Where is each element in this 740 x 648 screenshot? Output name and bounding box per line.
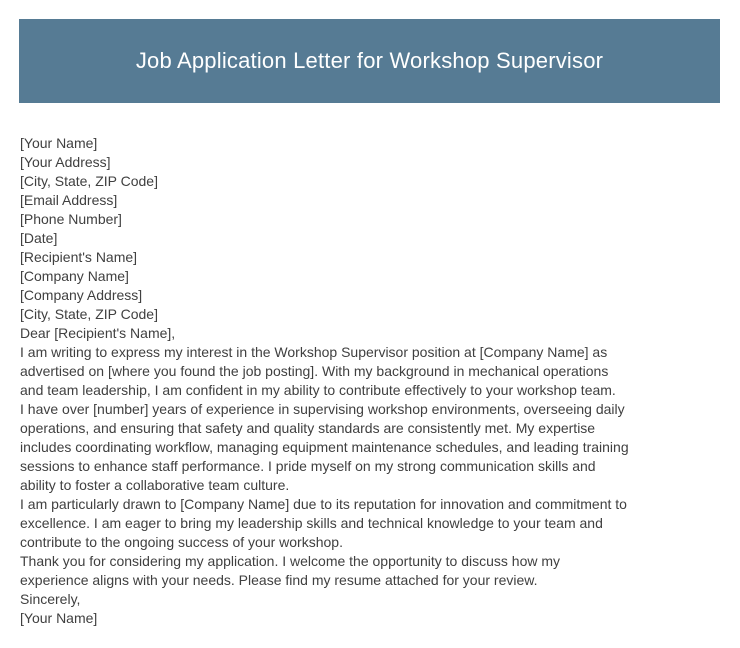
letter-line: I am writing to express my interest in the Workshop Supervisor position at [Company Name] as	[20, 344, 608, 360]
letter-line: operations, and ensuring that safety and quality standards are consistently met. My expertise	[20, 420, 596, 436]
letter-line: includes coordinating workflow, managing equipment maintenance schedules, and leading training	[20, 439, 629, 455]
letter-line: Sincerely,	[20, 591, 81, 607]
letter-line: [Your Address]	[20, 154, 111, 170]
letter-line: [City, State, ZIP Code]	[20, 173, 158, 189]
letter-line: [Company Address]	[20, 287, 143, 303]
letter-line: and team leadership, I am confident in my ability to contribute effectively to your workshop team.	[20, 382, 616, 398]
letter-line: experience aligns with your needs. Please find my resume attached for your review.	[20, 572, 538, 588]
letter-line: [City, State, ZIP Code]	[20, 306, 158, 322]
letter-line: [Date]	[20, 230, 58, 246]
letter-line: advertised on [where you found the job posting]. With my background in mechanical operations	[20, 363, 609, 379]
letter-line: I have over [number] years of experience in supervising workshop environments, overseeing daily	[20, 401, 625, 417]
page-title: Job Application Letter for Workshop Supervisor	[135, 48, 604, 73]
letter-line: sessions to enhance staff performance. I pride myself on my strong communication skills and	[20, 458, 596, 474]
letter-line: contribute to the ongoing success of your workshop.	[20, 534, 343, 550]
letter-line: [Phone Number]	[20, 211, 122, 227]
letter-line: I am particularly drawn to [Company Name] due to its reputation for innovation and commitment to	[20, 496, 627, 512]
title-banner	[19, 19, 720, 103]
letter-line: [Your Name]	[20, 135, 98, 151]
letter-line: [Recipient's Name]	[20, 249, 138, 265]
letter-line: [Your Name]	[20, 610, 98, 626]
letter-line: Dear [Recipient's Name],	[20, 325, 176, 341]
letter-body	[20, 134, 726, 628]
letter-line: [Company Name]	[20, 268, 129, 284]
letter-line: Thank you for considering my application. I welcome the opportunity to discuss how my	[20, 553, 561, 569]
letter-line: ability to foster a collaborative team culture.	[20, 477, 290, 493]
letter-line: excellence. I am eager to bring my leadership skills and technical knowledge to your team and	[20, 515, 603, 531]
letter-line: [Email Address]	[20, 192, 118, 208]
